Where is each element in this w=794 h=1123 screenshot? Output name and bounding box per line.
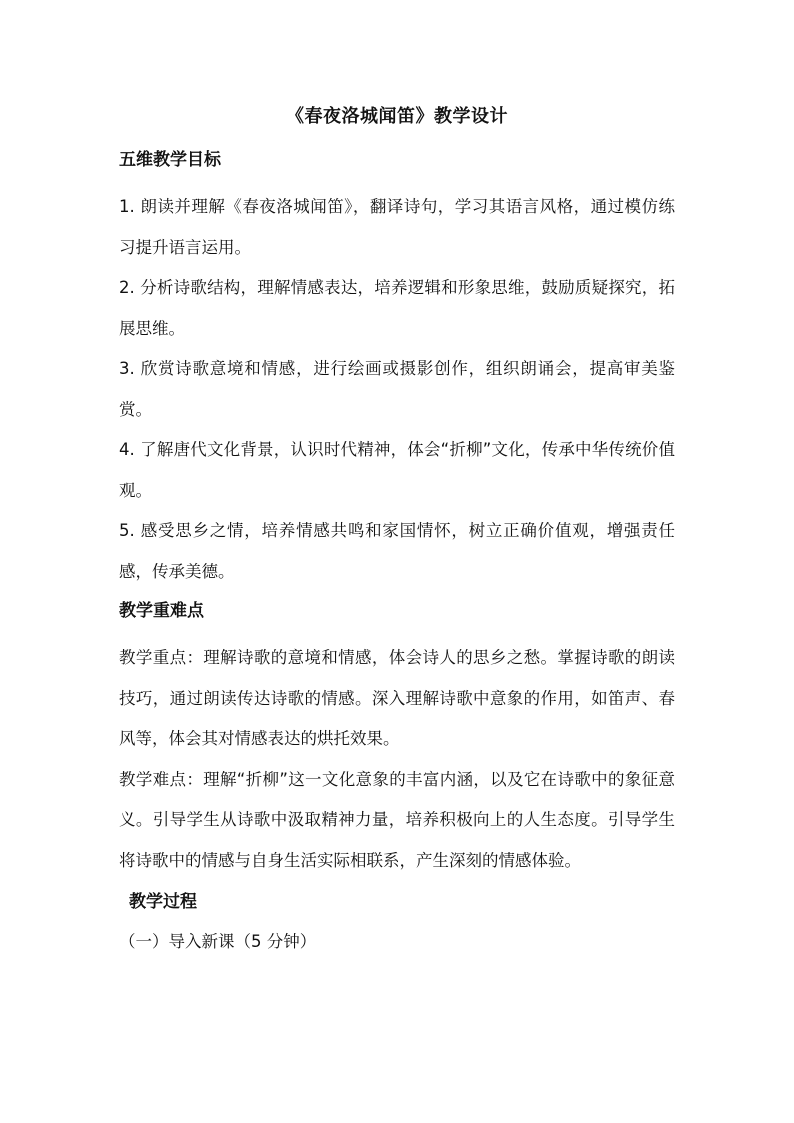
document-body	[119, 147, 675, 955]
document-title: 《春夜洛城闻笛》教学设计	[286, 106, 508, 127]
goals-list	[119, 187, 675, 592]
section-heading-key-points: 教学重难点	[119, 601, 204, 621]
goal-item: 5. 感受思乡之情，培养情感共鸣和家国情怀，树立正确价值观，增强责任感，传承美德。	[119, 521, 675, 581]
goal-item: 1. 朗读并理解《春夜洛城闻笛》，翻译诗句，学习其语言风格，通过模仿练习提升语言运用。	[119, 197, 675, 257]
section-heading-goals: 五维教学目标	[119, 150, 221, 170]
difficult-point-paragraph: 教学难点：理解“折柳”这一文化意象的丰富内涵，以及它在诗歌中的象征意义。引导学生从诗歌中汲取精神力量，培养积极向上的人生态度。引导学生将诗歌中的情感与自身生活实际相联系，产生深刻的情感体验。	[119, 769, 675, 870]
section-heading-process: 教学过程	[129, 892, 197, 912]
goal-item: 2. 分析诗歌结构，理解情感表达，培养逻辑和形象思维，鼓励质疑探究，拓展思维。	[119, 278, 675, 338]
goal-item: 4. 了解唐代文化背景，认识时代精神，体会“折柳”文化，传承中华传统价值观。	[119, 440, 675, 500]
key-point-paragraph: 教学重点：理解诗歌的意境和情感，体会诗人的思乡之愁。掌握诗歌的朗读技巧，通过朗读传达诗歌的情感。深入理解诗歌中意象的作用，如笛声、春风等，体会其对情感表达的烘托效果。	[119, 648, 675, 748]
process-step: （一）导入新课（5 分钟）	[119, 932, 317, 951]
goal-item: 3. 欣赏诗歌意境和情感，进行绘画或摄影创作，组织朗诵会，提高审美鉴赏。	[119, 359, 675, 419]
key-points-block	[119, 638, 675, 881]
